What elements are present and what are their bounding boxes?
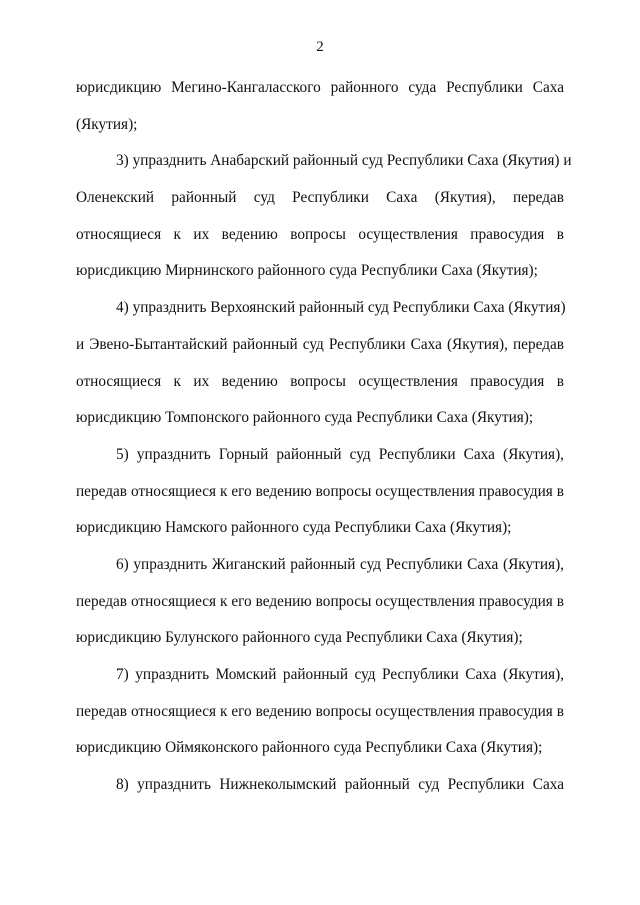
text-line: юрисдикцию Мегино-Кангаласского районного суда Республики Саха: [76, 79, 564, 96]
text-line: относящиеся к их ведению вопросы осуществления правосудия в: [76, 372, 564, 390]
text-line: 8) упразднить Нижнеколымский районный суд Республики Саха: [116, 776, 564, 794]
text-line: 3) упразднить Анабарский районный суд Республики Саха (Якутия) и: [116, 152, 572, 170]
text-line: 7) упразднить Момский районный суд Республики Саха (Якутия),: [116, 666, 564, 683]
text-line: юрисдикцию Булунского районного суда Республики Саха (Якутия);: [76, 629, 523, 647]
text-line: передав относящиеся к его ведению вопросы осуществления правосудия в: [76, 592, 564, 610]
text-line: юрисдикцию Оймяконского районного суда Республики Саха (Якутия);: [76, 739, 543, 757]
text-line: 4) упразднить Верхоянский районный суд Республики Саха (Якутия): [116, 299, 566, 317]
text-line: и Эвено-Бытантайский районный суд Республики Саха (Якутия), передав: [76, 335, 564, 353]
page-number: 2: [316, 39, 324, 55]
text-line: юрисдикцию Мирнинского районного суда Республики Саха (Якутия);: [76, 262, 538, 280]
text-line: Оленекский районный суд Республики Саха (Якутия), передав: [76, 189, 564, 207]
text-line: передав относящиеся к его ведению вопросы осуществления правосудия в: [76, 702, 564, 720]
text-line: 6) упразднить Жиганский районный суд Республики Саха (Якутия),: [116, 555, 564, 573]
text-line: юрисдикцию Томпонского районного суда Республики Саха (Якутия);: [76, 409, 534, 427]
text-line: передав относящиеся к его ведению вопросы осуществления правосудия в: [76, 482, 564, 500]
text-line: (Якутия);: [76, 115, 138, 133]
text-line: юрисдикцию Намского районного суда Республики Саха (Якутия);: [76, 519, 512, 537]
text-line: относящиеся к их ведению вопросы осуществления правосудия в: [76, 225, 564, 243]
document-body: [76, 76, 572, 810]
text-line: 5) упразднить Горный районный суд Республики Саха (Якутия),: [116, 445, 564, 463]
